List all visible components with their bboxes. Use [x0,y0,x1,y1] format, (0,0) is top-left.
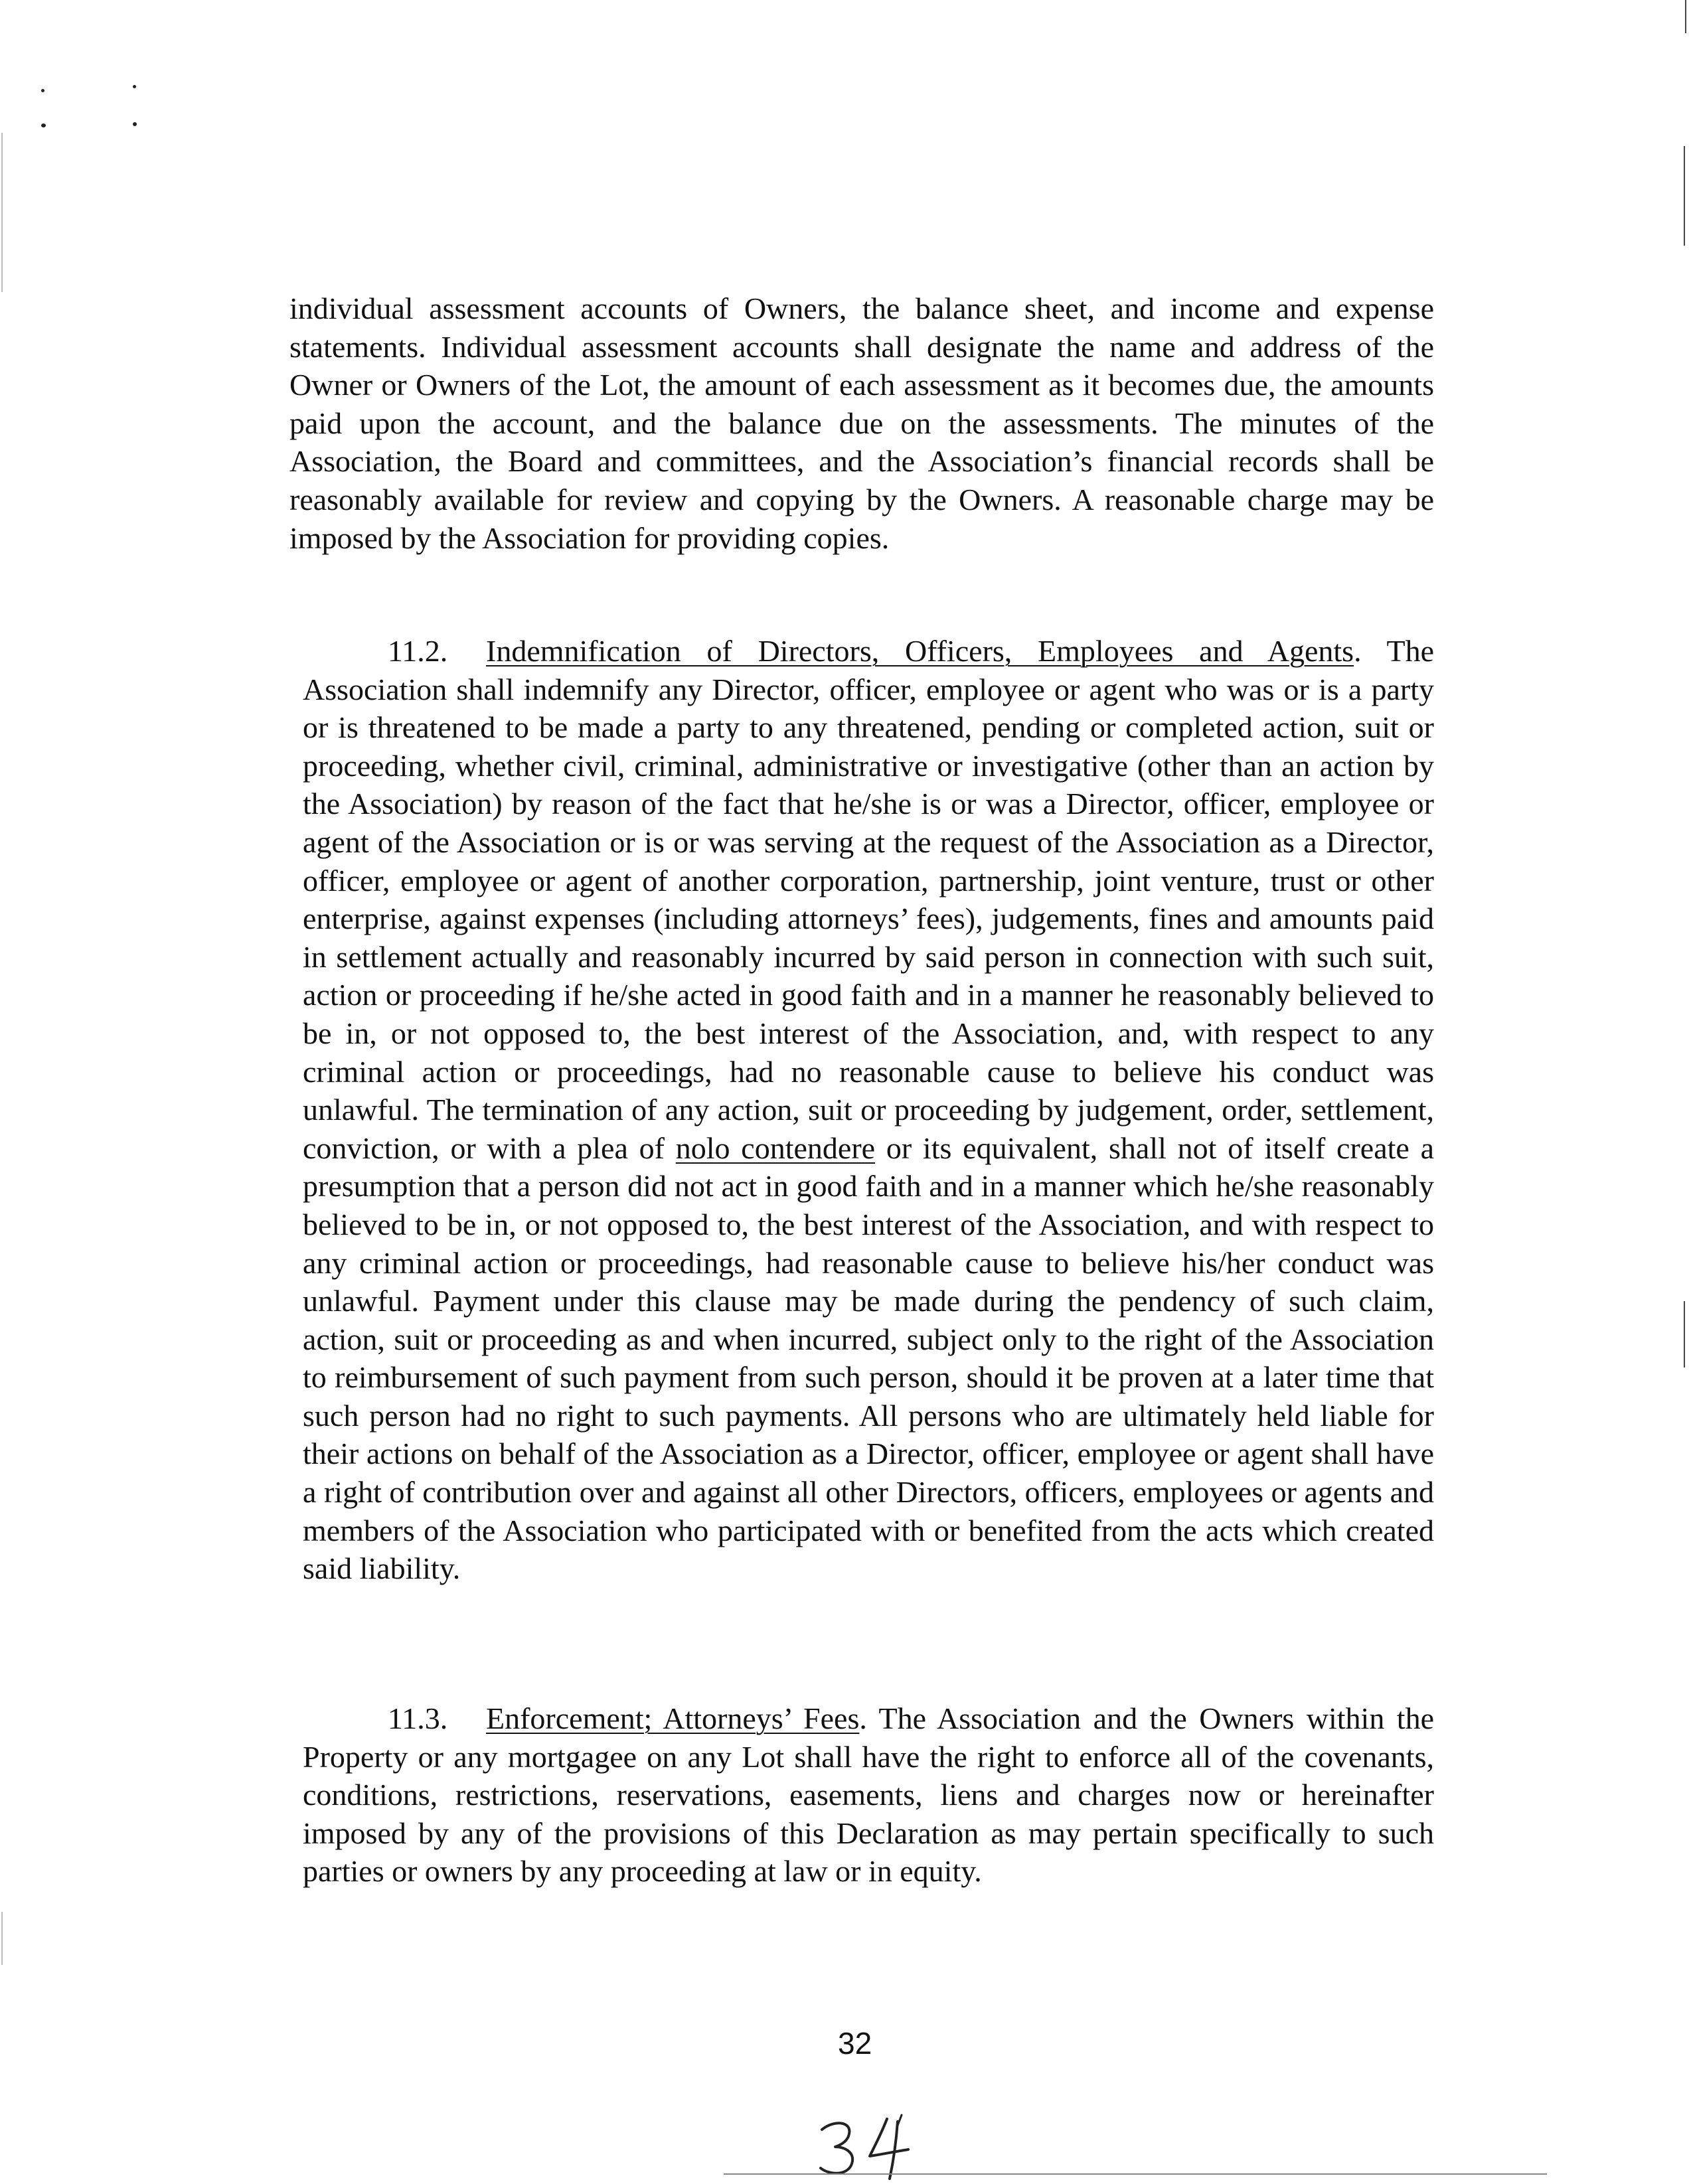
section-11-2 [303,632,1434,1588]
scan-speck [133,85,136,88]
section-11-2-body-part2: or its equivalent, shall not of itself create a presumption that a person did not act in good faith and in a manner which he/she reasonably believed to be in, or not opposed to, the best interest of the Association, and with respect to any criminal action or proceedings, had reasonable cause to believe his/her conduct was unlawful. Payment under this clause may be made during the pendency of such claim, action, suit or proceeding as and when incurred, subject only to the right of the Association to reimbursement of such payment from such person, should it be proven at a later time that such person had no right to such payments. All persons who are ultimately held liable for their actions on behalf of the Association as a Director, officer, employee or agent shall have a right of contribution over and against all other Directors, officers, employees or agents and members of the Association who participated with or benefited from the acts which created said liability. [303,1131,1435,1586]
section-11-3 [303,1699,1434,1891]
latin-term-nolo-contendere: nolo contendere [675,1131,876,1165]
section-11-3-number: 11.3. [388,1701,448,1735]
handwritten-page-number [815,2110,922,2183]
scan-edge-line [1,1912,3,1965]
bottom-rule [724,2173,1547,2175]
section-11-2-body-part1: The Association shall indemnify any Director, officer, employee or agent who was or is a party or is threatened to be made a party to any threatened, pending or completed action, suit or proceeding, whether civil, criminal, administrative or investigative (other than an action by the Association) by reason of the fact that he/she is or was a Director, officer, employee or agent of the Association or is or was serving at the request of the Association as a Director, officer, employee or agent of another corporation, partnership, joint venture, trust or other enterprise, against expenses (including attorneys’ fees), judgements, fines and amounts paid in settlement actually and reasonably incurred by said person in connection with such suit, action or proceeding if he/she acted in good faith and in a manner he reasonably believed to be in, or not opposed to, the best interest of the Association, and, with respect to any criminal action or proceedings, had no reasonable cause to believe his conduct was unlawful. The termination of any action, suit or proceeding by judgement, order, settlement, conviction, or with a plea of [303,634,1434,1165]
section-11-3-body: The Association and the Owners within the Property or any mortgagee on any Lot shall have the right to enforce all of the covenants, conditions, restrictions, reservations, easements, liens and charges now or hereinafter imposed by any of the provisions of this Declaration as may pertain specifically to such parties or owners by any proceeding at law or in equity. [303,1701,1435,1889]
section-11-2-heading: Indemnification of Directors, Officers, Employees and Agents [486,634,1354,668]
scan-edge-line [1,133,3,292]
intro-paragraph-text: individual assessment accounts of Owners, the balance sheet, and income and expense statements. Individual assessment accounts shall designate the name and address of the Owner or Owners of the Lot, the amount of each assessment as it becomes due, the amounts paid upon the account, and the balance due on the assessments. The minutes of the Association, the Board and committees, and the Association’s financial records shall be reasonably available for review and copying by the Owners. A reasonable charge may be imposed by the Association for providing copies. [289,291,1434,555]
scan-edge-line [1684,146,1685,246]
intro-paragraph [289,289,1434,557]
scan-speck [41,123,46,127]
section-11-2-number: 11.2. [388,634,448,668]
scan-speck [41,89,44,92]
page-number: 32 [838,2026,872,2061]
scan-edge-line [1684,1301,1685,1367]
section-11-2-heading-punct: . [1354,634,1362,668]
scan-edge-line [1685,0,1686,33]
section-11-3-heading-punct: . [859,1701,867,1735]
scan-speck [133,122,137,126]
section-11-3-heading: Enforcement; Attorneys’ Fees [486,1701,860,1735]
